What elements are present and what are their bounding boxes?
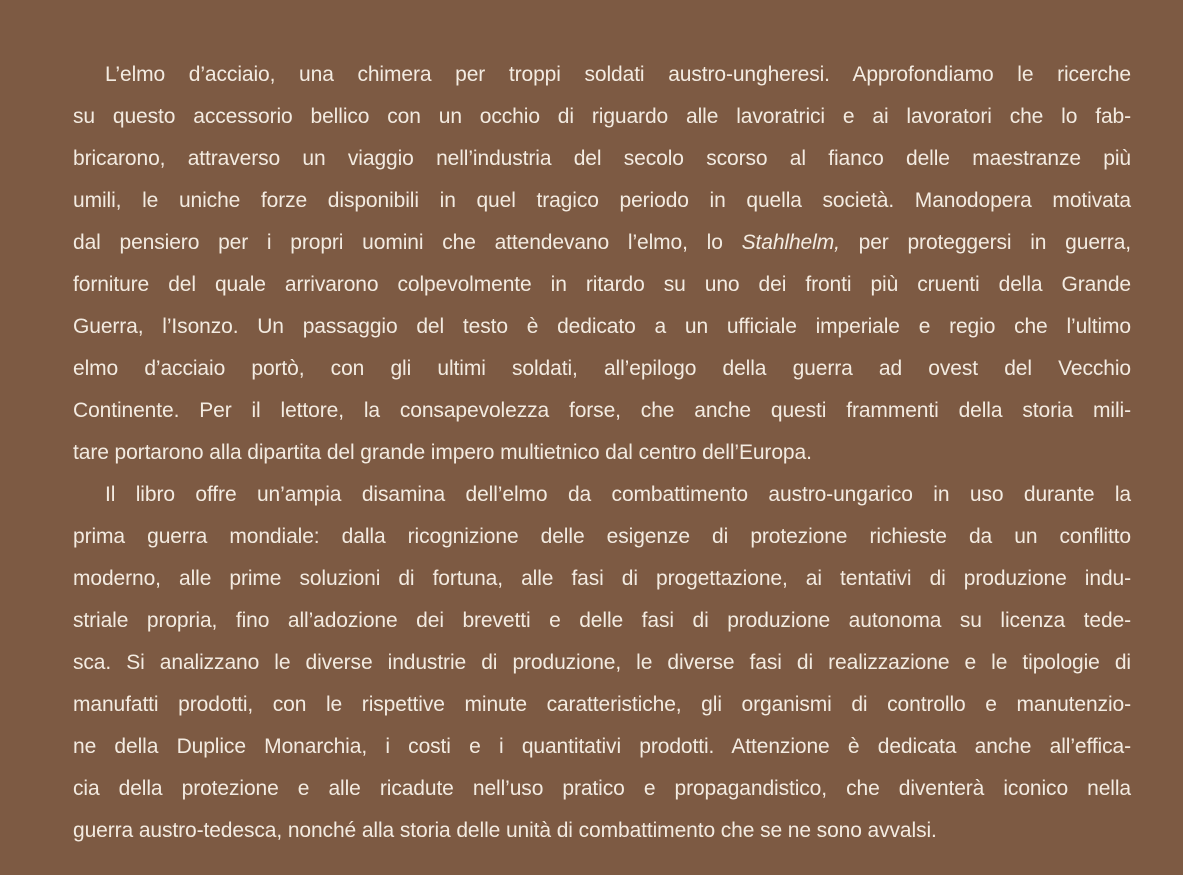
text-line: umili, le uniche forze disponibili in quel tragico periodo in quella società. Manodopera motivata [73,189,1131,212]
text-line: Il libro offre un’ampia disamina dell’elmo da combattimento austro-ungarico in uso durante la [105,483,1131,506]
text-line: ne della Duplice Monarchia, i costi e i quantitativi prodotti. Attenzione è dedicata anche all’effica- [73,735,1131,758]
text-line: guerra austro-tedesca, nonché alla storia delle unità di combattimento che se ne sono avvalsi. [73,819,937,842]
text-line: cia della protezione e alle ricadute nell’uso pratico e propagandistico, che diventerà iconico nella [73,777,1131,800]
text-line: manufatti prodotti, con le rispettive minute caratteristiche, gli organismi di controllo e manutenzio- [73,693,1131,716]
text-segment: per proteggersi in guerra, [839,231,1132,254]
text-line: tare portarono alla dipartita del grande impero multietnico dal centro dell’Europa. [73,441,812,464]
paragraph-2 [73,474,1131,852]
text-line: sca. Si analizzano le diverse industrie di produzione, le diverse fasi di realizzazione e le tipologie di [73,651,1131,674]
text-line: L’elmo d’acciaio, una chimera per troppi soldati austro-ungheresi. Approfondiamo le ricerche [105,63,1131,86]
italic-term-stahlhelm: Stahlhelm, [741,231,840,254]
text-line-with-italic [73,222,1131,264]
text-segment: dal pensiero per i propri uomini che attendevano l’elmo, lo [73,231,742,254]
text-line: Guerra, l’Isonzo. Un passaggio del testo è dedicato a un ufficiale imperiale e regio che l’ultimo [73,315,1131,338]
text-line: striale propria, fino all’adozione dei brevetti e delle fasi di produzione autonoma su licenza tede- [73,609,1131,632]
text-line: Continente. Per il lettore, la consapevolezza forse, che anche questi frammenti della storia mili- [73,399,1131,422]
text-line: bricarono, attraverso un viaggio nell’industria del secolo scorso al fianco delle maestranze più [73,147,1131,170]
text-line: forniture del quale arrivarono colpevolmente in ritardo su uno dei fronti più cruenti della Grande [73,273,1131,296]
text-line: moderno, alle prime soluzioni di fortuna, alle fasi di progettazione, ai tentativi di produzione indu- [73,567,1131,590]
back-cover-text [73,54,1131,852]
text-line: prima guerra mondiale: dalla ricognizione delle esigenze di protezione richieste da un conflitto [73,525,1131,548]
text-line: su questo accessorio bellico con un occhio di riguardo alle lavoratrici e ai lavoratori che lo fab- [73,105,1131,128]
paragraph-1 [73,54,1131,474]
text-line: elmo d’acciaio portò, con gli ultimi soldati, all’epilogo della guerra ad ovest del Vecchio [73,357,1131,380]
